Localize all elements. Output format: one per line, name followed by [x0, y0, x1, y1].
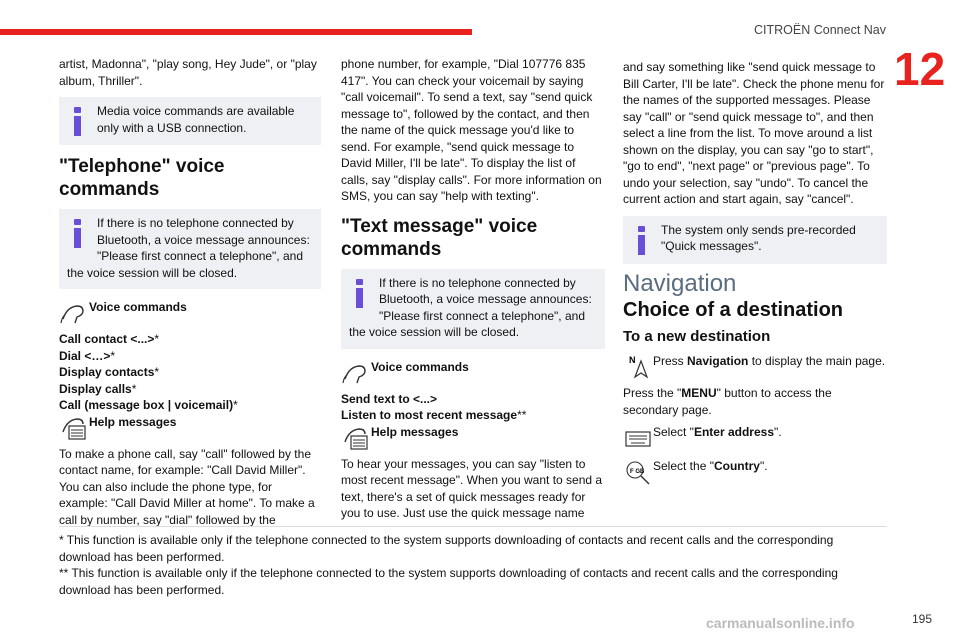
info-text: If there is no telephone connected by Bluetooth, a voice message announces: "Please first connect a telephone", and the voice session will be closed. — [349, 275, 592, 339]
keyboard-address-icon — [623, 424, 653, 452]
info-text: The system only sends pre-recorded "Quick messages". — [661, 222, 856, 253]
column-1 — [59, 56, 321, 534]
country-icon — [623, 458, 653, 486]
step-text: Select the "Country". — [653, 459, 768, 473]
info-box — [59, 209, 321, 289]
section-heading: "Telephone" voice commands — [59, 156, 225, 200]
step-text: Press Navigation to display the main page. — [653, 354, 886, 368]
info-icon — [349, 275, 373, 309]
watermark: carmanualsonline.info — [706, 615, 855, 631]
header-accent-bar — [0, 29, 472, 35]
info-icon — [67, 215, 91, 249]
info-box — [341, 269, 605, 349]
info-text: Media voice commands are available only with a USB connection. — [97, 104, 295, 135]
footnote-divider — [59, 526, 887, 527]
command-item: Call contact <...>* — [59, 332, 160, 346]
svg-text:N: N — [629, 355, 636, 365]
voice-commands-row — [341, 359, 605, 387]
voice-commands-row — [59, 299, 321, 327]
navigation-title: Navigation — [623, 269, 737, 297]
help-messages-row — [59, 414, 321, 442]
compass-icon — [623, 353, 653, 381]
svg-text:F GB: F GB — [630, 469, 645, 475]
subheading: To a new destination — [623, 327, 771, 345]
info-box — [59, 97, 321, 145]
info-text: If there is no telephone connected by Bluetooth, a voice message announces: "Please first connect a telephone", and the voice session will be closed. — [67, 216, 310, 280]
command-item: Listen to most recent message** — [341, 408, 527, 422]
help-messages-label: Help messages — [371, 424, 459, 439]
choice-destination-heading: Choice of a destination — [623, 299, 844, 321]
footnote: * This function is available only if the telephone connected to the system supports downloading of contacts and recent calls and the corresponding download has been performed. — [59, 533, 834, 564]
footnote: ** This function is available only if the telephone connected to the system supports downloading of contacts and recent calls and the corresponding download has been performed. — [59, 566, 838, 597]
command-list — [59, 331, 321, 414]
info-icon — [631, 222, 655, 256]
voice-icon — [59, 299, 89, 327]
voice-commands-label: Voice commands — [89, 300, 187, 314]
voice-icon — [341, 359, 371, 387]
paragraph: and say something like "send quick message to Bill Carter, I'll be late". Check the phone menu for the names of the supported messages. Please say "call" or "send quick message to", and then select a line from the list. To move around a list shown on the display, you can say "go to start", "go to end", "next page" or "previous page". To undo your selection, say "undo". To cancel the current action and start again, say "cancel". — [623, 60, 885, 206]
section-heading: "Text message" voice commands — [341, 215, 538, 260]
info-box — [623, 216, 887, 264]
step-row — [623, 424, 887, 452]
step-text: Press the "MENU" button to access the secondary page. — [623, 386, 832, 417]
column-2 — [341, 56, 605, 528]
chapter-number: 12 — [894, 43, 946, 95]
help-voice-icon — [59, 414, 89, 442]
command-item: Display calls* — [59, 381, 137, 396]
step-row — [623, 458, 887, 486]
header-title: CITROËN Connect Nav — [754, 23, 886, 37]
help-voice-icon — [341, 424, 371, 452]
voice-commands-label: Voice commands — [371, 359, 469, 374]
command-item: Send text to <...> — [341, 391, 438, 406]
paragraph: To make a phone call, say "call" followed by the contact name, for example: "Call David Miller". You can also include the phone type, for example: "Call David Miller at home". To make a call by number, say "dial" followed by the — [59, 446, 315, 527]
step-text: Select "Enter address". — [653, 425, 782, 439]
column-3 — [623, 59, 887, 490]
info-icon — [67, 103, 91, 137]
command-list — [341, 391, 605, 424]
command-item: Call (message box | voicemail)* — [59, 398, 238, 412]
paragraph: phone number, for example, "Dial 107776 835 417". You can check your voicemail by saying "call voicemail". To send a text, say "send quick message to", followed by the contact, and then the name of the quick message you'd like to send. For example, "send quick message to David Miller, I'll be late". To display the list of calls, say "display calls". For more information on SMS, you can say "help with texting". — [341, 57, 602, 203]
footnotes — [59, 532, 887, 598]
step-row — [623, 353, 887, 381]
page-number: 195 — [912, 612, 933, 626]
command-item: Display contacts* — [59, 365, 160, 379]
command-item: Dial <…>* — [59, 348, 116, 363]
paragraph: To hear your messages, you can say "listen to most recent message". When you want to send a text, there's a set of quick messages ready for you to use. Just use the quick message name — [341, 456, 603, 520]
paragraph: artist, Madonna", "play song, Hey Jude", or "play album, Thriller". — [59, 57, 317, 88]
help-messages-label: Help messages — [89, 414, 177, 429]
help-messages-row — [341, 424, 605, 452]
